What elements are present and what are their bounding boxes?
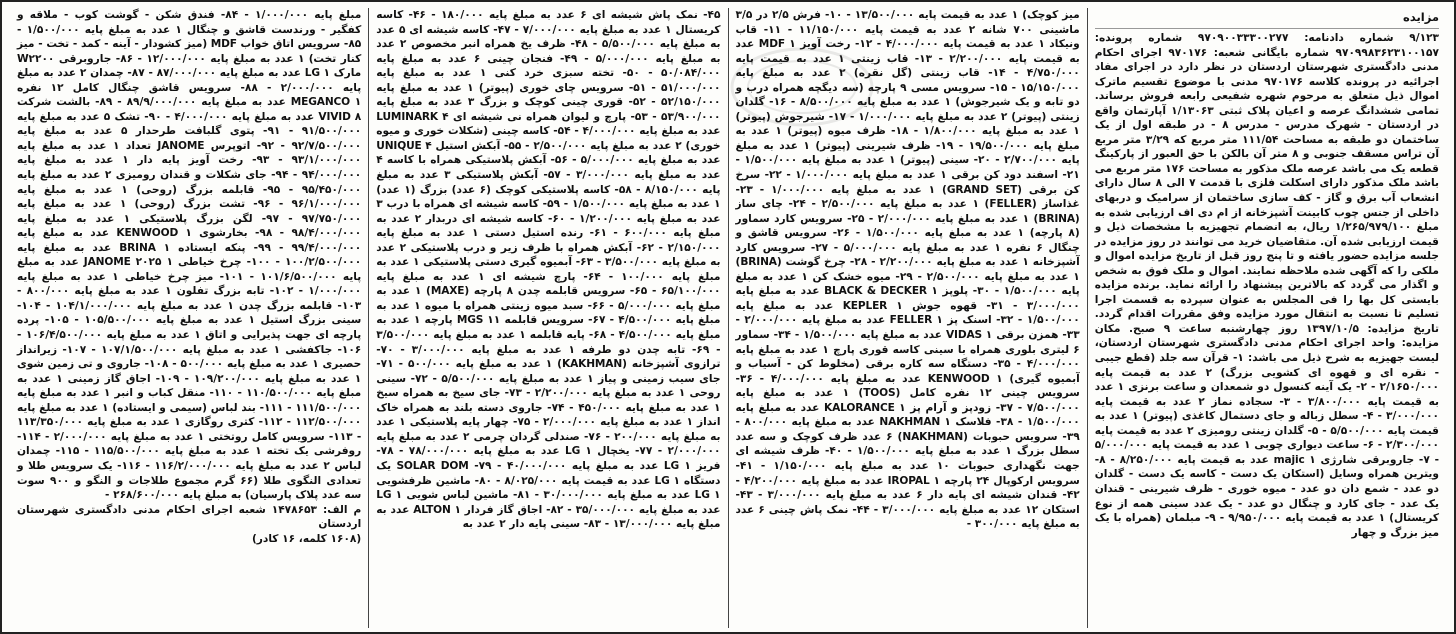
notice-column-1 (1088, 8, 1446, 628)
notice-items-text-4: مبلغ پایه ۱/۰۰۰/۰۰۰ - ۸۴- فندق شکن - گوشت کوب - ملاقه و کفگیر - ورندست قاشق و چنگال ۱ عدد به مبلغ پایه ۱/۵۰۰/۰۰۰ - ۸۵- سرویس اتاق خواب MDF (میز کشودار - آینه - کمد - تخت - میز کنار تخت) ۱ عدد به مبلغ پایه ۱۲/۰۰۰/۰۰۰ - ۸۶- جاروبرقی W۲۲۰۰ مارک LG ۱ عدد به مبلغ پایه ۸۷/۰۰۰/۰۰۰ - ۸۷- چمدان ۲ عدد به مبلغ پایه ۲/۰۰۰/۰۰۰ - ۸۸- سرویس قاشق چنگال کامل ۱۲ نفره MEGANCO ۱ عدد به مبلغ پایه ۸۹/۹/۰۰۰/۰۰۰ - ۸۹- بالشت شرکت VIVID ۸ عدد به مبلغ پایه ۴/۰۰۰/۰۰۰ - ۹۰- تشک ۵ عدد به مبلغ پایه ۹۱/۵۰۰/۰۰۰ - ۹۱- پتوی گلبافت طرحدار ۵ عدد به مبلغ پایه ۹۲/۷/۵۰۰/۰۰۰ - ۹۲- اتوپرس JANOME تعداد ۱ عدد به مبلغ پایه ۹۳/۱/۰۰۰/۰۰۰ - ۹۳- رخت آویز پایه دار ۱ عدد به مبلغ پایه ۹۴/۰۰۰/۰۰۰ - ۹۴- جای شکلات و قندان رومیزی ۲ عدد به مبلغ پایه ۹۵/۴۵۰/۰۰۰ - ۹۵- قابلمه بزرگ (روحی) ۱ عدد به مبلغ پایه ۹۶/۱/۰۰۰/۰۰۰ - ۹۶- تشت بزرگ (روحی) ۱ عدد به مبلغ پایه ۹۷/۷۵۰/۰۰۰ - ۹۷- لگن بزرگ پلاستیکی ۱ عدد به مبلغ پایه ۹۸/۴/۰۰۰/۰۰۰ - ۹۸- بخارشوی KENWOOD ۱ عدد به مبلغ پایه ۹۹/۴/۰۰۰/۰۰۰ - ۹۹- پنکه ایستاده BRINA ۱ عدد به مبلغ پایه ۱۰۰/۲/۵۰۰/۰۰۰ - ۱۰۰- چرخ خیاطی JANOME ۲۰۲۵ ۱ عدد به مبلغ پایه ۱۰۱/۶/۵۰۰/۰۰۰ - ۱۰۱- میز چرخ خیاطی ۱ عدد به مبلغ پایه ۱/۰۰۰/۰۰۰ - ۱۰۲- تابه بزرگ تفلون ۱ عدد به مبلغ پایه ۸۰۰/۰۰۰ - ۱۰۳- قابلمه بزرگ چدن ۱ عدد به مبلغ پایه ۱۰۴/۱/۰۰۰/۰۰۰ - ۱۰۴- سینی بزرگ استیل ۱ عدد به مبلغ پایه ۱۰۵/۵۰۰/۰۰۰ - ۱۰۵- پرده پارچه ای جهت پذیرایی و اتاق ۱ عدد به مبلغ پایه ۱۰۶/۴/۵۰۰/۰۰۰ - ۱۰۶- جاکفشی ۱ عدد به مبلغ پایه ۱۰۷/۱/۵۰۰/۰۰۰ - ۱۰۷- زیرانداز حصیری ۱ عدد به مبلغ پایه ۵۰۰/۰۰۰ - ۱۰۸- جاروی و تی زمین شوی ۱ عدد به مبلغ پایه ۱۰۹/۲۰۰/۰۰۰ - ۱۰۹- اجاق گاز زمینی ۱ عدد به مبلغ پایه ۱۱۰/۵۰۰/۰۰۰ - ۱۱۰- منقل کباب و انبر ۱ عدد به مبلغ پایه ۱۱۱/۵۰۰/۰۰۰ - ۱۱۱- بند لباس (سیمی و ایستاده) ۱ عدد به مبلغ پایه ۱۱۲/۵۰۰/۰۰۰ - ۱۱۲- کتری روگازی ۱ عدد به مبلغ پایه ۱۱۳/۳۵۰/۰۰۰ - ۱۱۳- سرویس کامل روتختی ۱ عدد به مبلغ پایه ۲/۰۰۰/۰۰۰ - ۱۱۴- روفرشی یک تخته ۱ عدد به مبلغ پایه ۱۱۵/۵۰۰/۰۰۰ - ۱۱۵- چمدان لباس ۲ عدد به مبلغ پایه ۱۱۶/۲/۰۰۰/۰۰۰ - ۱۱۶- یک سرویس طلا و تعدادی النگوی طلا (۶۶ گرم مجموع طلاجات و النگو و ۹۰۰ سوت سه عدد پلاک پارسیان) به مبلغ پایه ۲۶۸/۶۰۰/۰۰۰ - (17, 9, 362, 502)
notice-title: مزایده (1095, 8, 1439, 29)
notice-column-4 (10, 8, 369, 628)
notice-footer: م الف: ۱۴۷۸۶۵۳ شعبه اجرای احکام مدنی دادگستری شهرستان اردستان (17, 503, 362, 531)
notice-items-text-2: میز کوچک) ۱ عدد به قیمت پایه ۱۳/۵۰۰/۰۰۰ - ۱۰- فرش ۲/۵ در ۳/۵ ماشینی ۷۰۰ شانه ۲ عدد به قیمت پایه ۱۱/۱۵۰/۰۰۰ - ۱۱- قاب ونیکاد ۱ عدد به قیمت پایه ۴/۰۰۰/۰۰۰ - ۱۲- رخت آویز MDF ۱ عدد به قیمت پایه ۲/۲۰۰/۰۰۰ - ۱۳- قاب زینتی ۱ عدد به قیمت پایه ۴/۷۵۰/۰۰۰ - ۱۴- قاب زینتی (گل نقره) ۲ عدد به مبلغ پایه ۱۵/۱۵۰/۰۰۰ - ۱۵- سرویس مسی ۹ پارچه (سه دیگچه همراه درب و دو تابه و یک شیرجوش) ۱ عدد به مبلغ پایه ۸/۵۰۰/۰۰۰ - ۱۶- گلدان زینتی (پیوتر) ۲ عدد به مبلغ پایه ۱/۰۰۰/۰۰۰ - ۱۷- شیرجوش (پیوتر) ۱ عدد به مبلغ پایه ۱/۸۰۰/۰۰۰ - ۱۸- ظرف میوه (پیوتر) ۱ عدد به مبلغ پایه ۱۹/۵۰۰/۰۰۰ - ۱۹- ظرف شیرینی (پیوتر) ۱ عدد به مبلغ پایه ۲/۷۰۰/۰۰۰ - ۲۰- سینی (پیوتر) ۱ عدد به مبلغ پایه ۱/۵۰۰/۰۰۰ - ۲۱- اسفند دود کن برقی ۱ عدد به مبلغ پایه ۱/۰۰۰/۰۰۰ - ۲۲- سرخ کن برقی (GRAND SET) ۱ عدد به مبلغ پایه ۱/۰۰۰/۰۰۰ - ۲۳- غذاساز (FELLER) ۱ عدد به مبلغ پایه ۲/۵۰۰/۰۰۰ - ۲۴- چای ساز (BRINA) ۱ عدد به مبلغ پایه ۲/۰۰۰/۰۰۰ - ۲۵- سرویس کارد سماور (۸ پارچه) ۱ عدد به مبلغ پایه ۱/۵۰۰/۰۰۰ - ۲۶- سرویس قاشق و چنگال ۶ نفره ۱ عدد به مبلغ پایه ۵/۰۰۰/۰۰۰ - ۲۷- سرویس کارد آشپزخانه ۱ عدد به مبلغ پایه ۲/۲۰۰/۰۰۰ - ۲۸- چرخ گوشت (BRINA) ۱ عدد به مبلغ پایه ۲/۵۰۰/۰۰۰ - ۲۹- میوه خشک کن ۱ عدد به مبلغ پایه ۱/۵۰۰/۰۰۰ - ۳۰- پلوپز BLACK & DECKER ۱ عدد به مبلغ پایه ۳/۰۰۰/۰۰۰ - ۳۱- قهوه جوش KEPLER ۱ عدد به مبلغ پایه ۱/۵۰۰/۰۰۰ - ۳۲- اسنک پز FELLER ۱ عدد به مبلغ پایه ۲/۰۰۰/۰۰۰ - ۳۳- همزن برقی VIDAS ۱ عدد به مبلغ پایه ۱/۵۰۰/۰۰۰ - ۳۴- سماور ۶ لیتری بلوری همراه با سینی کاسه قوری پارچ ۱ عدد به مبلغ پایه ۴/۰۰۰/۰۰۰ - ۳۵- دستگاه سه کاره برقی (مخلوط کن - آسیاب و آبمیوه گیری) KENWOOD ۱ عدد به مبلغ پایه ۴/۰۰۰/۰۰۰ - ۳۶- سرویس چینی ۱۲ نفره کامل (TOOS) ۱ عدد به مبلغ پایه ۷/۵۰۰/۰۰۰ - ۳۷- زودپز و آرام پز KALORANCE ۱ عدد به مبلغ پایه ۱/۵۰۰/۰۰۰ - ۳۸- فلاسک NAKHMAN ۱ عدد به مبلغ پایه ۸۰۰/۰۰۰ - ۳۹- سرویس حبوبات (NAKHMAN) ۶ عدد ظرف کوچک و سه عدد سطل بزرگ ۱ عدد به مبلغ پایه ۱/۵۰۰/۰۰۰ - ۴۰- ظرف شیشه ای جهت نگهداری حبوبات ۱۰ عدد به مبلغ پایه ۱/۱۵۰/۰۰۰ - ۴۱- سرویس ارکوپال ۲۴ پارچه IROPAL ۱ عدد به مبلغ پایه ۴/۲۰۰/۰۰۰ - ۴۲- قندان شیشه ای پایه دار ۶ عدد به مبلغ پایه ۳/۰۰۰/۰۰۰ - ۴۳- استکان ۱۲ عدد به مبلغ پایه ۳/۰۰۰/۰۰۰ - ۴۴- نمک پاش چینی ۶ عدد به مبلغ پایه ۳۰۰/۰۰۰ - (735, 9, 1080, 531)
notice-column-3 (369, 8, 728, 628)
notice-word-count: (۱۶۰۸ کلمه، ۱۶ کادر) (251, 532, 362, 545)
notice-column-2 (729, 8, 1088, 628)
notice-intro-text: ۹/۱۲۳ شماره دادنامه: ۹۷۰۹۰۰۳۳۳۰۰۲۷۷ شماره پرونده: ۹۷۰۹۹۸۳۶۲۳۱۰۰۱۵۷ شماره بایگانی شعبه: ۹۷۰۱۷۶ اجرای احکام مدنی دادگستری شهرستان اردستان در نظر دارد در اجرای مفاد اجرائیه در پرونده کلاسه ۹۷۰۱۷۶ مدنی با موضوع تقسیم ماترک اموال ذیل متعلق به مرحوم شهره شفیعی رابعه فروش برساند. تمامی ششدانگ عرصه و اعیان پلاک ثبتی ۱/۱۳۰۶۳ آپارتمان واقع در اردستان - شهرک مدرس - مدرس ۸ - در طبقه اول از یک ساختمان دو طبقه به مساحت ۱۱۱/۵۴ متر مربع که ۳/۲۹ متر مربع آن تراس مسقف جنوبی و ۸ متر آن بالکن با حق العبور از پارکینگ قطعه یک می باشد عرصه ملک مذکور به مساحت ۱۷۶ متر مربع می باشد ملک مذکور دارای اسکلت فلزی با قدمت ۷ الی ۸ سال دارای انشعاب آب برق و گاز - کف سازی ساختمان از سرامیک و دربهای داخلی از جنس چوب کابینت آشپزخانه از ام دی اف ارزیابی شده به مبلغ ۱/۲۶۵/۹۷۹/۱۰۰ ریال، به انضمام تجهیزیه با مشخصات ذیل و قیمت ارزیابی شده آن. متقاضیان خرید می توانند در روز مزایده در جلسه مزایده حضور یافته و تا پنج روز قبل از تاریخ مزایده اموال و ملکی را که آگهی شده ملاحظه نمایند. اموال و ملک فوق به شخص و اگذار می گردد که بالاترین پیشنهاد را ارائه نماید. برنده مزایده بایستی کل بها را فی المجلس به عنوان سپرده به قسمت اجرا تسلیم تا نسبت به انتقال مورد مزایده وفق مقررات اقدام گردد. تاریخ مزایده: ۱۳۹۷/۱۰/۵ روز چهارشنبه ساعت ۹ صبح. مکان مزایده: واحد اجرای احکام مدنی دادگستری شهرستان اردستان، لیست جهیزیه به شرح ذیل می باشد: ۱- قرآن سه جلد (قطع جیبی - نقره ای و قهوه ای کشویی بزرگ) ۲ عدد به قیمت پایه ۲/۱۶۵۰/۰۰۰ - ۲- یک آینه کنسول دو شمعدان و ساعت برنزی ۱ عدد به قیمت پایه ۳/۸۰۰/۰۰۰ - ۳- سجاده نماز ۲ عدد به قیمت پایه ۳/۰۰۰/۰۰۰ - ۴- سطل زباله و جای دستمال کاغذی (پیوتر) ۱ عدد به قیمت پایه ۵/۵۰۰/۰۰۰ - ۵- گلدان زینتی رومیزی ۲ عدد به قیمت پایه ۲/۳۰۰/۰۰۰ - ۶- ساعت دیواری چوبی ۱ عدد به قیمت پایه ۵/۰۰۰/۰۰۰ - ۷- جاروبرقی شارژی majic ۱ عدد به قیمت پایه ۸/۲۵۰/۰۰۰ - ۸- ویترین همراه وسایل (استکان یک دست - کاسه یک دست - گلدان دو عدد - شمع دان دو عدد - میوه خوری - ظرف شیرینی - قندان یک عدد - جای کارد و چنگال دو عدد - یک عدد سینی همه از نوع کریستال) ۱ عدد به قیمت پایه ۹/۹۵۰/۰۰۰ - ۹- مبلمان (همراه با یک میز بزرگ و چهار (1094, 32, 1440, 539)
notice-items-text-3: ۴۵- نمک پاش شیشه ای ۶ عدد به مبلغ پایه ۱۸۰/۰۰۰ - ۴۶- کاسه کریستال ۱ عدد به مبلغ پایه ۷/۰۰۰/۰۰۰ - ۴۷- کاسه شیشه ای ۵ عدد به مبلغ پایه ۵/۵۰۰/۰۰۰ - ۴۸- ظرف یخ همراه انبر مخصوص ۲ عدد به مبلغ پایه ۵/۰۰۰/۰۰۰ - ۴۹- فنجان چینی ۶ عدد به مبلغ پایه ۵۰/۰۸۴/۰۰۰ - ۵۰- تخته سبزی خرد کنی ۱ عدد به مبلغ پایه ۵۱/۰۰۰/۰۰۰ - ۵۱- سرویس چای خوری (پیوتر) ۱ عدد به مبلغ پایه ۵۲/۱۵۰/۰۰۰ - ۵۲- قوری چینی کوچک و بزرگ ۳ عدد به مبلغ پایه ۵۳/۹۰۰/۰۰۰ - ۵۳- پارچ و لیوان همراه نی شیشه ای LUMINARK ۴ عدد به مبلغ پایه ۴/۰۰۰/۰۰۰ - ۵۴- کاسه چینی (شکلات خوری و میوه خوری) ۲ عدد به مبلغ پایه ۲/۵۰۰/۰۰۰ - ۵۵- آبکش استیل UNIQUE ۴ عدد به مبلغ پایه ۵/۰۰۰/۰۰۰ - ۵۶- آبکش پلاستیکی همراه با کاسه ۴ عدد به مبلغ پایه ۳/۰۰۰/۰۰۰ - ۵۷- آبکش پلاستیکی ۳ عدد به مبلغ پایه ۸/۱۵۰/۰۰۰ - ۵۸- کاسه پلاستیکی کوچک (۶ عدد) بزرگ (۱ عدد) ۱ عدد به مبلغ پایه ۱/۵۰۰/۰۰۰ - ۵۹- کاسه شیشه ای همراه با درب ۳ عدد به مبلغ پایه ۱/۲۰۰/۰۰۰ - ۶۰- کاسه شیشه ای دربدار ۲ عدد به مبلغ پایه ۶۰۰/۰۰۰ - ۶۱- رنده استیل دستی ۱ عدد به مبلغ پایه ۲/۱۵۰/۰۰۰ - ۶۲- آبکش همراه با ظرف زیر و درب پلاستیکی ۲ عدد به مبلغ پایه ۳/۵۰۰/۰۰۰ - ۶۳- آبمیوه گیری دستی پلاستیکی ۱ عدد به مبلغ پایه ۱۰۰/۰۰۰ - ۶۴- پارچ شیشه ای ۱ عدد به مبلغ پایه ۶۵/۱۰۰/۰۰۰ - ۶۵- سرویس قابلمه چدن ۸ پارچه (MAXE) ۱ عدد به مبلغ پایه ۵/۰۰۰/۰۰۰ - ۶۶- سبد میوه زینتی همراه با میوه ۱ عدد به مبلغ پایه ۴/۵۰۰/۰۰۰ - ۶۷- سرویس قابلمه MGS ۱۱ پارچه ۱ عدد به مبلغ پایه ۴/۵۰۰/۰۰۰ - ۶۸- پایه قابلمه ۱ عدد به مبلغ پایه ۳/۵۰۰/۰۰۰ - ۶۹- تابه چدن دو طرفه ۱ عدد به مبلغ پایه ۳/۰۰۰/۰۰۰ - ۷۰- ترازوی آشپزخانه (KAKHMAN) ۱ عدد به مبلغ پایه ۵۰۰/۰۰۰ - ۷۱- جای سیب زمینی و پیاز ۱ عدد به مبلغ پایه ۵/۵۰۰/۰۰۰ - ۷۲- سینی روحی ۱ عدد به مبلغ پایه ۲/۲۰۰/۰۰۰ - ۷۳- جای سیخ به همراه سیخ ۱ عدد به مبلغ پایه ۴۵۰/۰۰۰ - ۷۴- جاروی دسته بلند به همراه خاک انداز ۱ عدد به مبلغ پایه ۲/۰۰۰/۰۰۰ - ۷۵- چهار پایه پلاستیکی ۱ عدد به مبلغ پایه ۲۰۰/۰۰۰ - ۷۶- صندلی گردان چرمی ۲ عدد به مبلغ پایه ۲/۰۰۰/۰۰۰ - ۷۷- یخچال LG ۱ عدد به مبلغ پایه ۷۸/۰۰۰/۰۰۰ - ۷۸- فریز LG ۱ عدد به مبلغ پایه ۴۰/۰۰۰/۰۰۰ - ۷۹- SOLAR DOM یک دستگاه LG ۱ عدد به قیمت پایه ۸/۰۲۵/۰۰۰ - ۸۰- ماشین ظرفشویی LG ۱ عدد به مبلغ پایه ۳۰/۰۰۰/۰۰۰ - ۸۱- ماشین لباس شویی LG ۱ عدد به مبلغ پایه ۳۵/۰۰۰/۰۰۰ - ۸۲- اجاق گاز فردار ALTON ۱ عدد به مبلغ پایه ۱۳/۰۰۰/۰۰۰ - ۸۳- سینی پایه دار ۲ عدد به (376, 9, 721, 531)
